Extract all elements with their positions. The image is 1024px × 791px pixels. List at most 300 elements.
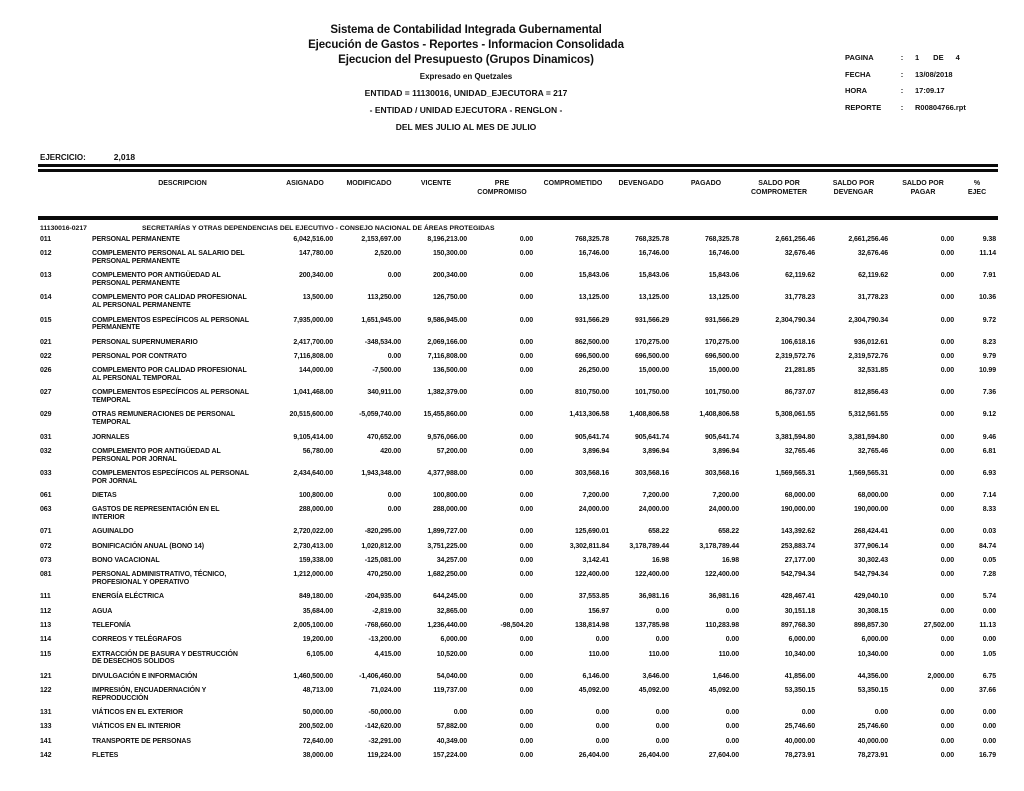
cell-pre-compromiso: 0.00 xyxy=(519,411,533,419)
cell-pagado: 170,275.00 xyxy=(704,338,739,346)
table-row xyxy=(40,236,998,244)
cell-pre-compromiso: 0.00 xyxy=(519,723,533,731)
cell-comprometido: 696,500.00 xyxy=(574,352,609,360)
cell-saldo-por-pagar: 2,000.00 xyxy=(927,672,954,680)
row-code: 027 xyxy=(40,389,52,397)
cell-modificado: 119,224.00 xyxy=(367,751,401,759)
cell-saldo-por-devengar: 31,778.23 xyxy=(857,294,888,302)
table-row xyxy=(40,723,998,731)
cell-saldo-por-devengar: 30,308.15 xyxy=(857,607,888,615)
row-code: 073 xyxy=(40,557,52,565)
cell-saldo-por-devengar: 5,312,561.55 xyxy=(848,411,888,419)
cell-saldo-por-pagar: 0.00 xyxy=(940,593,954,601)
cell-vigente: 8,196,213.00 xyxy=(427,236,467,243)
meta-pagina-row xyxy=(845,53,966,62)
table-row xyxy=(40,272,998,288)
cell-pre-compromiso: 0.00 xyxy=(519,542,533,550)
pagina-value: 1 xyxy=(915,53,920,62)
cell-vigente: 100,800.00 xyxy=(432,492,467,500)
cell-saldo-por-comprometer: 31,778.23 xyxy=(784,294,815,302)
cell-modificado: 0.00 xyxy=(387,506,401,514)
cell-devengado: 24,000.00 xyxy=(638,506,669,514)
reporte-colon: : xyxy=(900,102,904,112)
row-code: 122 xyxy=(40,686,52,694)
cell-modificado: -1,406,460.00 xyxy=(359,672,401,680)
row-code: 071 xyxy=(40,528,52,536)
cell-devengado: 16.98 xyxy=(651,557,669,565)
row-code: 115 xyxy=(40,650,51,658)
ejercicio-value: 2,018 xyxy=(113,152,136,162)
cell-asignado: 1,212,000.00 xyxy=(293,571,333,579)
cell-saldo-por-pagar: 0.00 xyxy=(940,737,954,745)
cell-saldo-por-pagar: 0.00 xyxy=(940,528,954,536)
cell-pre-compromiso: 0.00 xyxy=(519,506,533,514)
cell-comprometido: 13,125.00 xyxy=(578,294,609,302)
cell-pagado: 1,646.00 xyxy=(712,672,739,680)
report-currency-note: Expresado en Quetzales xyxy=(419,72,513,81)
cell-modificado: -32,291.00 xyxy=(368,737,401,745)
cell-pre-compromiso: 0.00 xyxy=(519,737,533,745)
report-period-line: DEL MES JULIO AL MES DE JULIO xyxy=(395,122,537,132)
table-row xyxy=(40,673,998,681)
column-header-vigente: VICENTE xyxy=(420,180,452,187)
table-row xyxy=(40,557,998,565)
fecha-colon: : xyxy=(900,69,904,79)
cell-saldo-por-comprometer: 542,794.34 xyxy=(780,571,815,579)
cell-vigente: 9,586,945.00 xyxy=(427,316,467,324)
cell-modificado: -768,660.00 xyxy=(364,622,401,629)
cell-pre-compromiso: 0.00 xyxy=(519,650,533,658)
cell-pagado: 110,283.98 xyxy=(705,622,739,629)
cell-pct-ejec: 11.14 xyxy=(979,250,996,258)
cell-asignado: 200,502.00 xyxy=(298,723,333,731)
cell-pagado: 0.00 xyxy=(725,723,739,731)
cell-saldo-por-pagar: 0.00 xyxy=(940,411,954,419)
cell-modificado: 113,250.00 xyxy=(367,294,401,302)
cell-saldo-por-devengar: 68,000.00 xyxy=(857,492,888,500)
cell-vigente: 2,069,166.00 xyxy=(427,338,467,346)
cell-saldo-por-devengar: 32,531.85 xyxy=(857,367,888,375)
cell-vigente: 32,865.00 xyxy=(436,607,467,615)
cell-comprometido: 16,746.00 xyxy=(578,250,609,258)
row-code: 112 xyxy=(40,607,51,615)
cell-asignado: 9,105,414.00 xyxy=(293,433,333,441)
cell-devengado: 905,641.74 xyxy=(634,433,669,441)
meta-fecha-row xyxy=(845,70,966,79)
cell-pre-compromiso: 0.00 xyxy=(519,607,533,615)
cell-asignado: 13,500.00 xyxy=(302,294,333,302)
cell-pct-ejec: 6.93 xyxy=(982,469,996,477)
report-table-body xyxy=(40,225,998,766)
cell-asignado: 72,640.00 xyxy=(302,737,333,745)
cell-comprometido: 45,092.00 xyxy=(578,686,609,694)
cell-pct-ejec: 0.00 xyxy=(982,607,996,615)
row-code: 081 xyxy=(40,571,52,579)
cell-devengado: 45,092.00 xyxy=(638,686,669,694)
cell-asignado: 159,338.00 xyxy=(298,557,333,565)
cell-devengado: 658.22 xyxy=(648,528,669,536)
column-header-modificado: MODIFICADO xyxy=(346,180,392,187)
cell-pagado: 15,843.06 xyxy=(708,272,739,280)
cell-saldo-por-devengar: 25,746.60 xyxy=(857,723,888,731)
cell-pre-compromiso: 0.00 xyxy=(519,492,533,500)
cell-pct-ejec: 9.38 xyxy=(982,236,996,243)
header-bottom-rule xyxy=(38,216,998,220)
cell-asignado: 20,515,600.00 xyxy=(289,411,333,419)
cell-pct-ejec: 9.79 xyxy=(982,352,996,360)
cell-modificado: -50,000.00 xyxy=(368,709,401,717)
cell-vigente: 200,340.00 xyxy=(432,272,467,280)
pagina-colon: : xyxy=(900,53,904,62)
row-description: CORREOS Y TELÉGRAFOS xyxy=(92,636,182,644)
cell-saldo-por-pagar: 0.00 xyxy=(940,686,954,694)
cell-pct-ejec: 8.33 xyxy=(982,506,996,514)
table-row xyxy=(40,294,998,310)
cell-asignado: 2,720,022.00 xyxy=(293,528,333,536)
row-description: PERSONAL POR CONTRATO xyxy=(92,352,187,360)
cell-devengado: 110.00 xyxy=(648,650,669,658)
cell-asignado: 1,041,468.00 xyxy=(293,389,333,397)
cell-saldo-por-devengar: 2,319,572.76 xyxy=(848,352,888,360)
cell-vigente: 136,500.00 xyxy=(432,367,467,375)
cell-vigente: 7,116,808.00 xyxy=(427,352,467,360)
cell-comprometido: 110.00 xyxy=(588,650,609,658)
cell-devengado: 16,746.00 xyxy=(638,250,669,258)
cell-pagado: 931,566.29 xyxy=(704,316,739,324)
cell-saldo-por-devengar: 2,661,256.46 xyxy=(848,236,888,243)
cell-modificado: 340,911.00 xyxy=(367,389,401,397)
column-header-saldo-por-comprometer: SALDO POR COMPROMETER xyxy=(751,180,807,196)
cell-saldo-por-comprometer: 30,151.18 xyxy=(784,607,815,615)
cell-comprometido: 138,814.98 xyxy=(574,622,609,629)
column-header-comprometido: COMPROMETIDO xyxy=(543,180,603,187)
column-header-devengado: DEVENGADO xyxy=(618,180,664,187)
cell-saldo-por-comprometer: 0.00 xyxy=(801,709,815,717)
table-row xyxy=(40,492,998,500)
meta-reporte-row xyxy=(845,103,966,112)
cell-vigente: 644,245.00 xyxy=(432,593,467,601)
cell-pre-compromiso: 0.00 xyxy=(519,593,533,601)
row-description: DIETAS xyxy=(92,492,117,500)
cell-saldo-por-comprometer: 5,308,061.55 xyxy=(775,411,815,419)
meta-hora-row xyxy=(845,86,966,95)
table-row xyxy=(40,317,998,333)
row-description: VIÁTICOS EN EL EXTERIOR xyxy=(92,709,183,717)
cell-pre-compromiso: 0.00 xyxy=(519,571,533,579)
table-row xyxy=(40,434,998,442)
cell-comprometido: 303,568.16 xyxy=(574,469,609,477)
cell-comprometido: 931,566.29 xyxy=(574,316,609,324)
cell-pct-ejec: 0.00 xyxy=(982,737,996,745)
cell-saldo-por-comprometer: 27,177.00 xyxy=(784,557,815,565)
cell-pre-compromiso: 0.00 xyxy=(519,338,533,346)
cell-comprometido: 26,404.00 xyxy=(578,751,609,759)
cell-saldo-por-pagar: 0.00 xyxy=(940,557,954,565)
cell-pagado: 0.00 xyxy=(725,636,739,644)
cell-devengado: 101,750.00 xyxy=(634,389,669,397)
cell-pre-compromiso: -98,504.20 xyxy=(500,622,533,629)
cell-saldo-por-pagar: 0.00 xyxy=(940,723,954,731)
cell-pagado: 0.00 xyxy=(725,607,739,615)
cell-saldo-por-comprometer: 40,000.00 xyxy=(784,737,815,745)
table-row xyxy=(40,543,998,551)
cell-pre-compromiso: 0.00 xyxy=(519,236,533,243)
row-code: 021 xyxy=(40,338,52,346)
row-code: 141 xyxy=(40,737,52,745)
cell-saldo-por-comprometer: 6,000.00 xyxy=(788,636,815,644)
cell-devengado: 7,200.00 xyxy=(642,492,669,500)
cell-modificado: -820,295.00 xyxy=(364,528,401,536)
cell-asignado: 288,000.00 xyxy=(298,506,333,514)
cell-modificado: 1,020,812.00 xyxy=(361,542,401,550)
row-description: FLETES xyxy=(92,751,119,759)
cell-pre-compromiso: 0.00 xyxy=(519,672,533,680)
cell-saldo-por-comprometer: 106,618.16 xyxy=(780,338,815,346)
row-description: IMPRESIÓN, ENCUADERNACIÓN Y REPRODUCCIÓN xyxy=(92,686,207,702)
cell-vigente: 15,455,860.00 xyxy=(423,411,467,419)
cell-modificado: 1,943,348.00 xyxy=(361,469,401,477)
cell-pagado: 0.00 xyxy=(725,709,739,717)
cell-pct-ejec: 9.46 xyxy=(982,433,996,441)
cell-saldo-por-comprometer: 86,737.07 xyxy=(784,389,815,397)
cell-saldo-por-devengar: 30,302.43 xyxy=(857,557,888,565)
cell-saldo-por-devengar: 1,569,565.31 xyxy=(848,469,888,477)
cell-vigente: 9,576,066.00 xyxy=(427,433,467,441)
cell-devengado: 0.00 xyxy=(655,636,669,644)
cell-devengado: 303,568.16 xyxy=(634,469,669,477)
cell-vigente: 150,300.00 xyxy=(432,250,467,258)
cell-saldo-por-devengar: 542,794.34 xyxy=(853,571,888,579)
column-header-pct-ejec: % EJEC xyxy=(967,180,987,196)
cell-pre-compromiso: 0.00 xyxy=(519,557,533,565)
row-description: EXTRACCIÓN DE BASURA Y DESTRUCCIÓN DE DESECHOS SÓLIDOS xyxy=(92,650,238,666)
table-row xyxy=(40,636,998,644)
report-title: Sistema de Contabilidad Integrada Gubernamental xyxy=(330,24,602,36)
cell-devengado: 15,843.06 xyxy=(638,272,669,280)
cell-pre-compromiso: 0.00 xyxy=(519,352,533,360)
fecha-label: FECHA xyxy=(845,69,871,79)
cell-saldo-por-comprometer: 10,340.00 xyxy=(784,650,815,658)
group-code: 11130016-0217 xyxy=(40,225,87,232)
cell-modificado: 71,024.00 xyxy=(370,686,401,694)
cell-saldo-por-comprometer: 2,304,790.34 xyxy=(775,316,815,324)
cell-saldo-por-devengar: 6,000.00 xyxy=(861,636,888,644)
cell-pagado: 0.00 xyxy=(725,737,739,745)
row-code: 033 xyxy=(40,469,52,477)
cell-comprometido: 768,325.78 xyxy=(574,236,609,243)
cell-saldo-por-devengar: 936,012.61 xyxy=(853,338,888,346)
cell-pagado: 27,604.00 xyxy=(708,751,739,759)
cell-vigente: 157,224.00 xyxy=(432,751,467,759)
cell-modificado: 2,520.00 xyxy=(374,250,401,258)
row-code: 014 xyxy=(40,294,52,302)
cell-pct-ejec: 6.81 xyxy=(982,447,996,455)
cell-pagado: 15,000.00 xyxy=(708,367,739,375)
row-code: 026 xyxy=(40,367,52,375)
cell-pagado: 1,408,806.58 xyxy=(699,411,739,419)
cell-modificado: -142,620.00 xyxy=(364,723,401,731)
cell-comprometido: 0.00 xyxy=(595,723,609,731)
cell-pre-compromiso: 0.00 xyxy=(519,367,533,375)
cell-pre-compromiso: 0.00 xyxy=(519,294,533,302)
cell-saldo-por-pagar: 0.00 xyxy=(940,272,954,280)
cell-vigente: 1,236,440.00 xyxy=(427,622,467,629)
column-header-pagado: PAGADO xyxy=(690,180,722,187)
cell-pct-ejec: 7.14 xyxy=(982,492,996,500)
row-description: DIVULGACIÓN E INFORMACIÓN xyxy=(92,672,198,680)
cell-comprometido: 3,896.94 xyxy=(582,447,609,455)
cell-devengado: 170,275.00 xyxy=(634,338,669,346)
cell-modificado: 470,652.00 xyxy=(366,433,401,441)
row-description: COMPLEMENTOS ESPECÍFICOS AL PERSONAL PERMANENTE xyxy=(92,316,249,332)
cell-saldo-por-devengar: 429,040.10 xyxy=(853,593,888,601)
cell-saldo-por-pagar: 0.00 xyxy=(940,571,954,579)
cell-saldo-por-pagar: 0.00 xyxy=(940,352,954,360)
row-description: COMPLEMENTO POR ANTIGÜEDAD AL PERSONAL POR JORNAL xyxy=(92,447,221,463)
cell-vigente: 126,750.00 xyxy=(432,294,467,302)
cell-saldo-por-comprometer: 32,676.46 xyxy=(784,250,815,258)
cell-vigente: 40,349.00 xyxy=(436,737,467,745)
cell-pre-compromiso: 0.00 xyxy=(519,709,533,717)
cell-pre-compromiso: 0.00 xyxy=(519,389,533,397)
row-code: 142 xyxy=(40,751,52,759)
cell-pct-ejec: 9.12 xyxy=(982,411,996,419)
cell-asignado: 2,417,700.00 xyxy=(293,338,333,346)
row-code: 131 xyxy=(40,709,52,717)
cell-asignado: 2,005,100.00 xyxy=(293,622,333,629)
row-description: OTRAS REMUNERACIONES DE PERSONAL TEMPORAL xyxy=(92,411,236,427)
table-row xyxy=(40,470,998,486)
cell-devengado: 696,500.00 xyxy=(634,352,669,360)
cell-asignado: 144,000.00 xyxy=(298,367,333,375)
row-description: ENERGÍA ELÉCTRICA xyxy=(92,593,164,601)
row-code: 015 xyxy=(40,316,52,324)
cell-pagado: 16,746.00 xyxy=(708,250,739,258)
pagina-label: PAGINA xyxy=(845,53,874,62)
cell-vigente: 4,377,988.00 xyxy=(427,469,467,477)
row-description: PERSONAL SUPERNUMERARIO xyxy=(92,338,198,346)
cell-modificado: -5,059,740.00 xyxy=(359,411,401,419)
cell-pct-ejec: 37.66 xyxy=(978,686,996,694)
cell-devengado: 15,000.00 xyxy=(638,367,669,375)
cell-devengado: 3,646.00 xyxy=(642,672,669,680)
cell-saldo-por-comprometer: 1,569,565.31 xyxy=(775,469,815,477)
cell-pct-ejec: 0.00 xyxy=(982,709,996,717)
row-description: PERSONAL ADMINISTRATIVO, TÉCNICO, PROFESIONAL Y OPERATIVO xyxy=(92,571,227,587)
cell-comprometido: 3,302,811.84 xyxy=(569,542,609,550)
cell-pre-compromiso: 0.00 xyxy=(519,469,533,477)
report-header xyxy=(240,24,692,132)
row-code: 133 xyxy=(40,723,52,731)
reporte-label: REPORTE xyxy=(845,102,882,112)
cell-devengado: 931,566.29 xyxy=(634,316,669,324)
row-code: 011 xyxy=(40,236,51,243)
cell-pct-ejec: 8.23 xyxy=(982,338,996,346)
cell-saldo-por-devengar: 377,906.14 xyxy=(853,542,888,550)
cell-pct-ejec: 0.00 xyxy=(982,723,996,731)
cell-pct-ejec: 7.28 xyxy=(982,571,996,579)
column-header-pre-compromiso: PRE COMPROMISO xyxy=(477,180,527,196)
hora-value: 17:09.17 xyxy=(915,86,945,95)
group-title: SECRETARÍAS Y OTRAS DEPENDENCIAS DEL EJECUTIVO - CONSEJO NACIONAL DE ÁREAS PROTEGIDAS xyxy=(142,225,495,232)
cell-comprometido: 7,200.00 xyxy=(582,492,609,500)
cell-modificado: -2,819.00 xyxy=(372,607,401,615)
cell-asignado: 200,340.00 xyxy=(298,272,333,280)
cell-saldo-por-pagar: 0.00 xyxy=(940,236,954,243)
table-row xyxy=(40,353,998,361)
cell-asignado: 2,434,640.00 xyxy=(293,469,333,477)
cell-comprometido: 1,413,306.58 xyxy=(569,411,609,419)
row-description: COMPLEMENTO PERSONAL AL SALARIO DEL PERSONAL PERMANENTE xyxy=(92,250,245,266)
cell-pct-ejec: 11.13 xyxy=(979,622,996,629)
row-code: 114 xyxy=(40,636,51,644)
cell-saldo-por-devengar: 44,356.00 xyxy=(857,672,888,680)
hora-colon: : xyxy=(900,86,904,95)
cell-vigente: 1,899,727.00 xyxy=(427,528,467,536)
row-code: 061 xyxy=(40,492,52,500)
cell-saldo-por-devengar: 0.00 xyxy=(874,709,888,717)
cell-pagado: 24,000.00 xyxy=(708,506,739,514)
table-row xyxy=(40,593,998,601)
table-row xyxy=(40,411,998,427)
cell-pagado: 658.22 xyxy=(718,528,739,536)
table-row xyxy=(40,709,998,717)
row-code: 121 xyxy=(40,672,52,680)
cell-saldo-por-pagar: 0.00 xyxy=(940,542,954,550)
row-description: COMPLEMENTO POR ANTIGÜEDAD AL PERSONAL PERMANENTE xyxy=(92,272,221,288)
cell-saldo-por-pagar: 0.00 xyxy=(940,389,954,397)
cell-saldo-por-devengar: 10,340.00 xyxy=(857,650,888,658)
cell-saldo-por-comprometer: 253,883.74 xyxy=(780,542,815,550)
cell-asignado: 35,684.00 xyxy=(302,607,333,615)
table-row xyxy=(40,367,998,383)
cell-pct-ejec: 9.72 xyxy=(982,316,996,324)
cell-saldo-por-pagar: 0.00 xyxy=(940,469,954,477)
row-code: 072 xyxy=(40,542,52,550)
cell-pagado: 110.00 xyxy=(718,650,739,658)
cell-saldo-por-pagar: 0.00 xyxy=(940,447,954,455)
cell-saldo-por-devengar: 190,000.00 xyxy=(853,506,888,514)
cell-devengado: 0.00 xyxy=(655,723,669,731)
cell-saldo-por-comprometer: 428,467.41 xyxy=(780,593,815,601)
row-description: PERSONAL PERMANENTE xyxy=(92,236,180,243)
cell-pct-ejec: 84.74 xyxy=(978,542,996,550)
cell-modificado: 0.00 xyxy=(387,272,401,280)
row-code: 031 xyxy=(40,433,52,441)
cell-devengado: 13,125.00 xyxy=(638,294,669,302)
cell-pct-ejec: 10.36 xyxy=(978,294,996,302)
cell-saldo-por-comprometer: 25,746.60 xyxy=(784,723,815,731)
cell-saldo-por-pagar: 0.00 xyxy=(940,433,954,441)
cell-pagado: 303,568.16 xyxy=(704,469,739,477)
cell-asignado: 6,105.00 xyxy=(306,650,333,658)
cell-saldo-por-devengar: 32,765.46 xyxy=(857,447,888,455)
cell-saldo-por-comprometer: 32,765.46 xyxy=(784,447,815,455)
cell-saldo-por-comprometer: 2,319,572.76 xyxy=(775,352,815,360)
cell-comprometido: 0.00 xyxy=(595,709,609,717)
table-row xyxy=(40,687,998,703)
cell-saldo-por-devengar: 268,424.41 xyxy=(853,528,888,536)
table-row xyxy=(40,528,998,536)
table-row xyxy=(40,506,998,522)
cell-pagado: 696,500.00 xyxy=(704,352,739,360)
table-row xyxy=(40,622,998,630)
row-description: TRANSPORTE DE PERSONAS xyxy=(92,737,191,745)
cell-saldo-por-devengar: 53,350.15 xyxy=(857,686,888,694)
cell-vigente: 57,882.00 xyxy=(436,723,467,731)
cell-asignado: 19,200.00 xyxy=(302,636,333,644)
top-rule-1 xyxy=(38,164,998,167)
